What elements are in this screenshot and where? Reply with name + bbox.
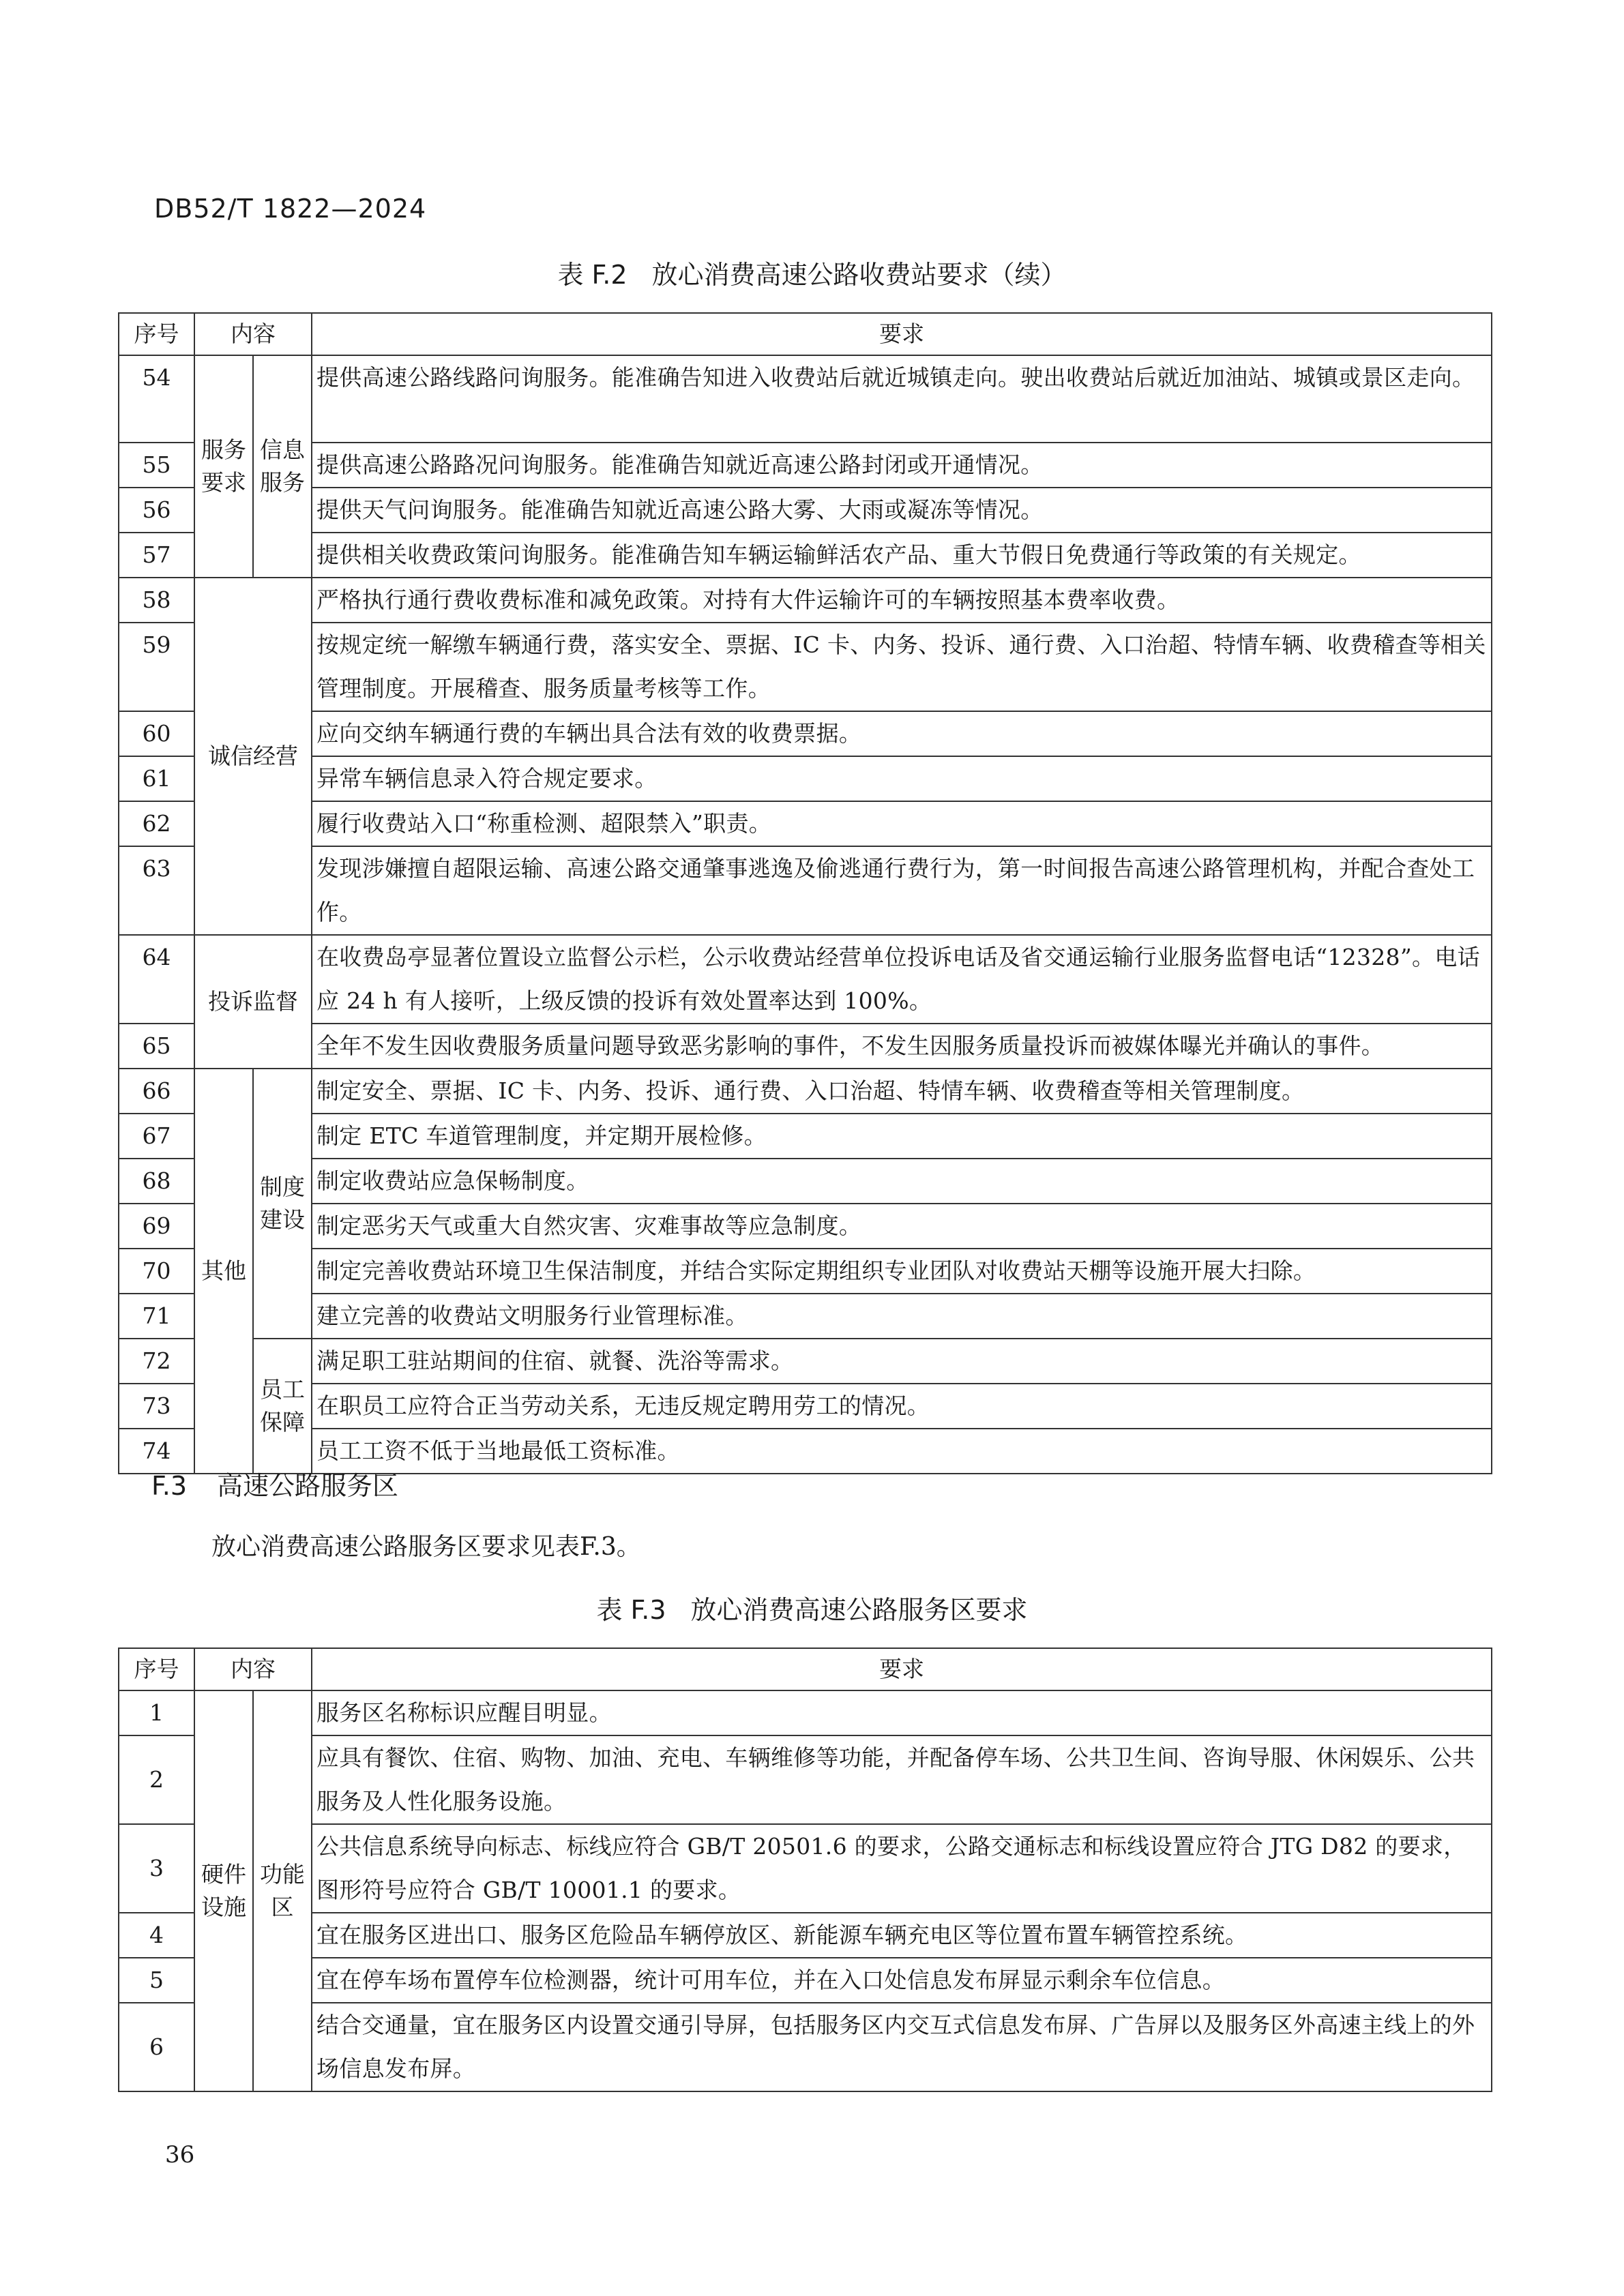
row-requirement: 全年不发生因收费服务质量问题导致恶劣影响的事件，不发生因服务质量投诉而被媒体曝光并确认的事件。 [312,1024,1492,1069]
table-row [119,1339,1492,1384]
row-requirement: 严格执行通行费收费标准和减免政策。对持有大件运输许可的车辆按照基本费率收费。 [312,578,1492,623]
row-number: 55 [119,443,194,488]
table-caption-title: 放心消费高速公路服务区要求 [690,1595,1028,1625]
row-requirement: 结合交通量，宜在服务区内设置交通引导屏，包括服务区内交互式信息发布屏、广告屏以及服务区外高速主线上的外场信息发布屏。 [312,2003,1492,2091]
group-system-building: 制度建设 [253,1069,312,1339]
row-number: 57 [119,533,194,578]
table-row [119,935,1492,1024]
row-number: 69 [119,1204,194,1249]
table-row [119,711,1492,756]
table-row [119,578,1492,623]
row-number: 68 [119,1159,194,1204]
row-number: 58 [119,578,194,623]
row-requirement: 宜在服务区进出口、服务区危险品车辆停放区、新能源车辆充电区等位置布置车辆管控系统。 [312,1913,1492,1958]
table-row [119,1159,1492,1204]
row-requirement: 发现涉嫌擅自超限运输、高速公路交通肇事逃逸及偷逃通行费行为，第一时间报告高速公路管理机构，并配合查处工作。 [312,846,1492,935]
row-number: 72 [119,1339,194,1384]
header-requirement: 要求 [312,1648,1492,1690]
row-number: 65 [119,1024,194,1069]
row-number: 74 [119,1429,194,1474]
row-number: 54 [119,355,194,443]
table-caption-title: 放心消费高速公路收费站要求（续） [651,260,1067,290]
row-requirement: 制定 ETC 车道管理制度，并定期开展检修。 [312,1114,1492,1159]
table-row [119,355,1492,443]
table-row [119,443,1492,488]
table-row [119,1958,1492,2003]
row-requirement: 应向交纳车辆通行费的车辆出具合法有效的收费票据。 [312,711,1492,756]
row-number: 70 [119,1249,194,1294]
row-requirement: 提供相关收费政策问询服务。能准确告知车辆运输鲜活农产品、重大节假日免费通行等政策的有关规定。 [312,533,1492,578]
group-integrity: 诚信经营 [194,578,312,935]
group-staff-guarantee: 员工保障 [253,1339,312,1474]
table-row [119,756,1492,801]
row-requirement: 制定恶劣天气或重大自然灾害、灾难事故等应急制度。 [312,1204,1492,1249]
table-row [119,1384,1492,1429]
table-row [119,1024,1492,1069]
table-row [119,801,1492,846]
row-requirement: 提供天气问询服务。能准确告知就近高速公路大雾、大雨或凝冻等情况。 [312,488,1492,533]
header-content: 内容 [194,1648,312,1690]
row-number: 6 [119,2003,194,2091]
row-requirement: 制定完善收费站环境卫生保洁制度，并结合实际定期组织专业团队对收费站天棚等设施开展大扫除。 [312,1249,1492,1294]
row-number: 2 [119,1735,194,1824]
table-row [119,1069,1492,1114]
row-requirement: 宜在停车场布置停车位检测器，统计可用车位，并在入口处信息发布屏显示剩余车位信息。 [312,1958,1492,2003]
section-paragraph: 放心消费高速公路服务区要求见表F.3。 [211,1533,641,1561]
table-row [119,623,1492,711]
row-requirement: 提供高速公路线路问询服务。能准确告知进入收费站后就近城镇走向。驶出收费站后就近加油站、城镇或景区走向。 [312,355,1492,443]
row-number: 73 [119,1384,194,1429]
header-requirement: 要求 [312,313,1492,355]
row-requirement: 应具有餐饮、住宿、购物、加油、充电、车辆维修等功能，并配备停车场、公共卫生间、咨询导服、休闲娱乐、公共服务及人性化服务设施。 [312,1735,1492,1824]
table-f3-caption [0,1589,1624,1626]
row-number: 60 [119,711,194,756]
row-requirement: 在职员工应符合正当劳动关系，无违反规定聘用劳工的情况。 [312,1384,1492,1429]
table-row [119,1114,1492,1159]
row-number: 62 [119,801,194,846]
table-row [119,2003,1492,2091]
group-other: 其他 [194,1069,253,1474]
row-requirement: 异常车辆信息录入符合规定要求。 [312,756,1492,801]
header-content: 内容 [194,313,312,355]
table-header-row [119,313,1492,355]
row-requirement: 服务区名称标识应醒目明显。 [312,1690,1492,1735]
page-number: 36 [165,2141,195,2168]
row-number: 4 [119,1913,194,1958]
row-number: 61 [119,756,194,801]
table-row [119,846,1492,935]
row-number: 71 [119,1294,194,1339]
row-number: 1 [119,1690,194,1735]
table-row [119,1294,1492,1339]
group-complaint-supervision: 投诉监督 [194,935,312,1069]
table-caption-id: 表 F.2 [557,260,628,290]
table-caption-id: 表 F.3 [596,1595,666,1625]
row-requirement: 提供高速公路路况问询服务。能准确告知就近高速公路封闭或开通情况。 [312,443,1492,488]
row-number: 64 [119,935,194,1024]
row-requirement: 员工工资不低于当地最低工资标准。 [312,1429,1492,1474]
table-f2-caption [0,254,1624,291]
table-row [119,1204,1492,1249]
row-number: 5 [119,1958,194,2003]
table-row [119,533,1492,578]
row-requirement: 在收费岛亭显著位置设立监督公示栏，公示收费站经营单位投诉电话及省交通运输行业服务监督电话“12328”。电话应 24 h 有人接听，上级反馈的投诉有效处置率达到 100%。 [312,935,1492,1024]
table-row [119,1824,1492,1913]
row-requirement: 按规定统一解缴车辆通行费，落实安全、票据、IC 卡、内务、投诉、通行费、入口治超、特情车辆、收费稽查等相关管理制度。开展稽查、服务质量考核等工作。 [312,623,1492,711]
table-row [119,488,1492,533]
document-code: DB52/T 1822—2024 [154,194,427,224]
table-row [119,1249,1492,1294]
row-requirement: 履行收费站入口“称重检测、超限禁入”职责。 [312,801,1492,846]
table-row [119,1913,1492,1958]
row-number: 67 [119,1114,194,1159]
group-service-requirement: 服务要求 [194,355,253,578]
row-requirement: 制定安全、票据、IC 卡、内务、投诉、通行费、入口治超、特情车辆、收费稽查等相关管理制度。 [312,1069,1492,1114]
header-no: 序号 [119,1648,194,1690]
table-row [119,1690,1492,1735]
row-requirement: 制定收费站应急保畅制度。 [312,1159,1492,1204]
section-title: 高速公路服务区 [217,1471,399,1501]
row-requirement: 建立完善的收费站文明服务行业管理标准。 [312,1294,1492,1339]
group-hardware: 硬件设施 [194,1690,253,2091]
row-requirement: 满足职工驻站期间的住宿、就餐、洗浴等需求。 [312,1339,1492,1384]
group-function-zone: 功能区 [253,1690,312,2091]
table-f2 [118,312,1492,1474]
table-row [119,1735,1492,1824]
group-info-service: 信息服务 [253,355,312,578]
row-number: 66 [119,1069,194,1114]
section-number: F.3 [151,1471,188,1501]
row-requirement: 公共信息系统导向标志、标线应符合 GB/T 20501.6 的要求，公路交通标志和标线设置应符合 JTG D82 的要求，图形符号应符合 GB/T 10001.1 的要求。 [312,1824,1492,1913]
row-number: 56 [119,488,194,533]
row-number: 3 [119,1824,194,1913]
table-f3 [118,1648,1492,2092]
row-number: 59 [119,623,194,711]
section-heading [151,1465,398,1502]
row-number: 63 [119,846,194,935]
table-header-row [119,1648,1492,1690]
header-no: 序号 [119,313,194,355]
